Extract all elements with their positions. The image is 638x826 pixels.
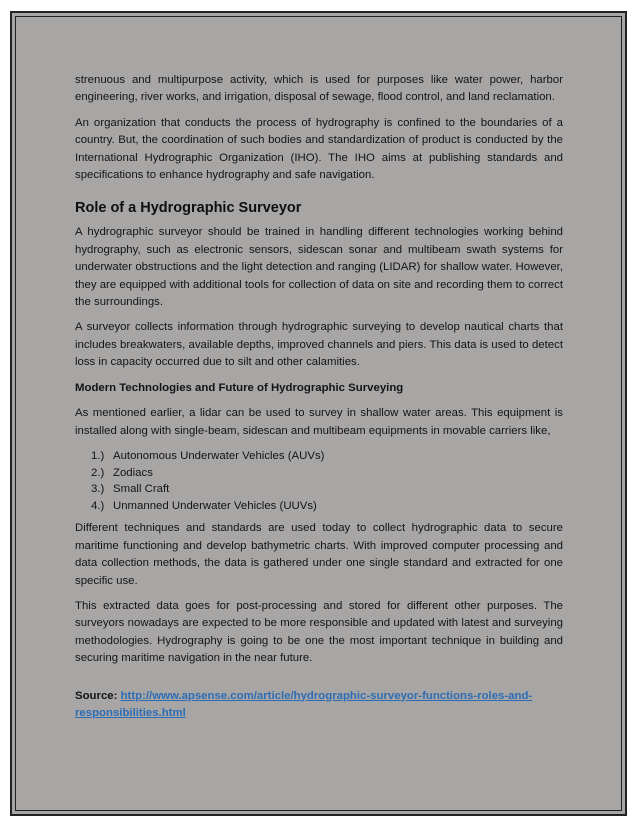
list-item: 2.) Zodiacs xyxy=(91,466,153,479)
paragraph-lidar: As mentioned earlier, a lidar can be used to survey in shallow water areas. This equipment is installed along with single-beam, sidescan and multibeam equipments in movable carriers like, xyxy=(75,407,563,437)
paragraph-post-processing: This extracted data goes for post-processing and stored for different other purposes. The surveyors nowadays are expected to be more responsible and updated with latest and surveying methodologies. Hydrography is going to be one the most important technique in building and securing maritime navigation in the near future. xyxy=(75,599,563,665)
paragraph-surveyor-charts: A surveyor collects information through hydrographic surveying to develop nautical charts that includes breakwaters, available depths, improved channels and piers. This data is used to detect loss in capacity occurred due to silt and other calamities. xyxy=(75,321,563,369)
source-line xyxy=(75,688,563,723)
paragraph-iho: An organization that conducts the process of hydrography is confined to the boundaries of a country. But, the coordination of such bodies and standardization of product is conducted by the International Hydrographic Organization (IHO). The IHO aims at publishing standards and specifications to enhance hydrography and safe navigation. xyxy=(75,116,563,182)
document-body xyxy=(75,72,563,722)
source-label: Source: xyxy=(75,689,118,702)
section-heading-role: Role of a Hydrographic Surveyor xyxy=(75,200,302,217)
list-item: 4.) Unmanned Underwater Vehicles (UUVs) xyxy=(91,499,317,512)
paragraph-intro-continued: strenuous and multipurpose activity, which is used for purposes like water power, harbor engineering, river works, and irrigation, disposal of sewage, flood control, and land reclamation. xyxy=(75,74,563,104)
paragraph-surveyor-training: A hydrographic surveyor should be trained in handling different technologies working behind hydrography, such as electronic sensors, sidescan sonar and multibeam swath systems for underwater obstructions and the light detection and ranging (LIDAR) for shallow water. However, they are equipped with additional tools for collection of data on site and recording them to correct the surroundings. xyxy=(75,226,563,309)
list-item: 1.) Autonomous Underwater Vehicles (AUVs) xyxy=(91,449,325,462)
paragraph-techniques: Different techniques and standards are used today to collect hydrographic data to secure maritime functioning and develop bathymetric charts. With improved computer processing and data collection methods, the data is gathered under one single standard and extracted for one specific use. xyxy=(75,522,563,587)
carrier-list xyxy=(75,448,563,514)
list-item: 3.) Small Craft xyxy=(91,483,170,496)
subheading-modern-technologies: Modern Technologies and Future of Hydrographic Surveying xyxy=(75,381,404,394)
source-link[interactable]: http://www.apsense.com/article/hydrographic-surveyor-functions-roles-and-responsibilities.html xyxy=(75,689,533,719)
